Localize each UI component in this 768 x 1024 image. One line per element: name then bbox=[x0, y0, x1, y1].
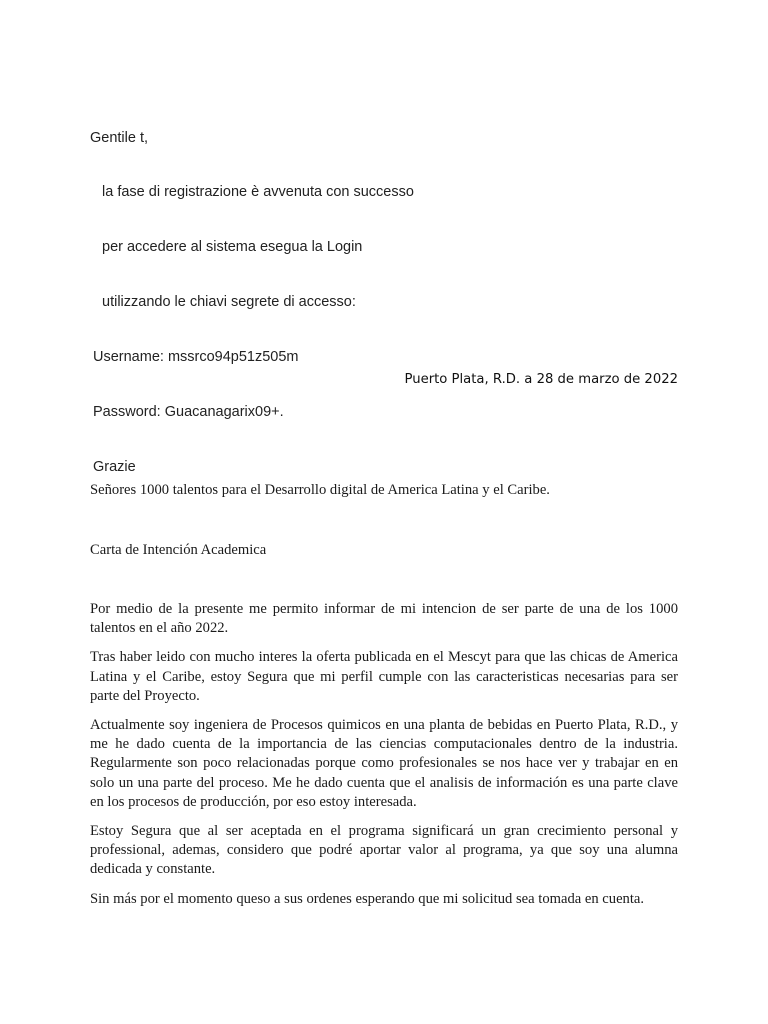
notice-username: Username: mssrco94p51z505m bbox=[93, 349, 299, 366]
letter-date: Puerto Plata, R.D. a 28 de marzo de 2022 bbox=[404, 372, 678, 387]
letter-paragraph: Tras haber leido con mucho interes la oferta publicada en el Mescyt para que las chicas de America Latina y el Caribe, estoy Segura que mi perfil cumple con las caracteristicas necesarias para ser parte del Proyecto. bbox=[90, 649, 678, 704]
notice-password: Password: Guacanagarix09+. bbox=[93, 404, 284, 421]
letter-paragraph: Actualmente soy ingeniera de Procesos quimicos en una planta de bebidas en Puerto Plata, R.D., y me he dado cuenta de la importancia de las ciencias computacionales dentro de la industria. Regularmente son poco relacionadas porque como profesionales se nos hace ver y trabajar en en solo un una parte del proceso. Me he dado cuenta que el analisis de información es una parte clave en los procesos de producción, por eso estoy interesada. bbox=[90, 717, 678, 810]
notice-line: per accedere al sistema esegua la Login bbox=[102, 239, 363, 256]
notice-line: la fase di registrazione è avvenuta con successo bbox=[102, 184, 414, 201]
registration-notice bbox=[90, 92, 414, 513]
notice-greeting: Gentile t, bbox=[90, 129, 149, 146]
letter-recipient: Señores 1000 talentos para el Desarrollo digital de America Latina y el Caribe. bbox=[90, 482, 550, 498]
letter-paragraph: Sin más por el momento queso a sus ordenes esperando que mi solicitud sea tomada en cuenta. bbox=[90, 890, 645, 907]
notice-line: utilizzando le chiavi segrete di accesso: bbox=[102, 294, 356, 311]
notice-thanks: Grazie bbox=[93, 458, 136, 475]
letter-paragraph: Estoy Segura que al ser aceptada en el programa significará un gran crecimiento personal y professional, ademas, considero que podré aportar valor al programa, ya que soy una alumna dedicada y constante. bbox=[90, 823, 678, 878]
letter-body bbox=[90, 600, 678, 919]
letter-paragraph: Por medio de la presente me permito informar de mi intencion de ser parte de una de los 1000 talentos en el año 2022. bbox=[90, 601, 678, 637]
letter-subject: Carta de Intención Academica bbox=[90, 542, 267, 558]
